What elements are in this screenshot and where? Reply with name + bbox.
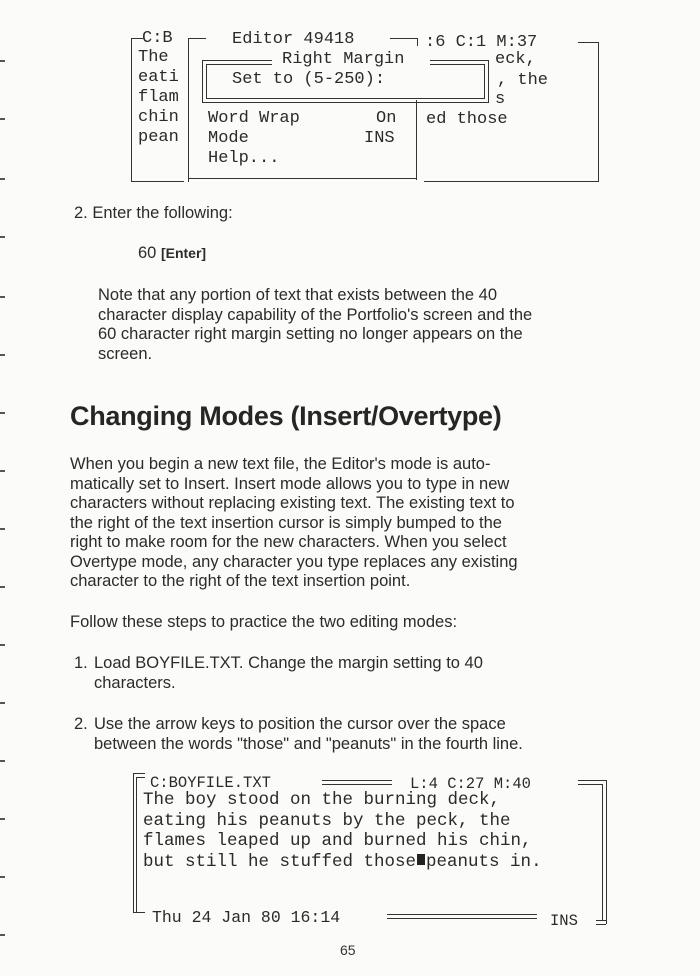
underlying-text-left-3: flam <box>138 88 179 107</box>
step-1 <box>74 654 88 674</box>
step-1-number: 1. <box>74 654 88 672</box>
section-heading: Changing Modes (Insert/Overtype) <box>70 401 502 431</box>
menu-item-word-wrap[interactable]: Word Wrap <box>208 109 300 128</box>
step-text: Enter the following: <box>92 204 233 222</box>
editor-text-area[interactable] <box>143 790 542 872</box>
page-number: 65 <box>340 942 356 958</box>
step-2 <box>74 715 88 735</box>
text-line: eating his peanuts by the peck, the <box>143 810 511 831</box>
step-2-text: Use the arrow keys to position the cursor over the space between the words "those" and "peanuts" in the fourth line. <box>94 715 523 753</box>
intro-paragraph: When you begin a new text file, the Editor's mode is auto- matically set to Insert. Insert mode allows you to type in new characters without replacing existing text. The existing text to the right of the text insertion cursor is simply bumped to the right to make room for the new characters. When you select Overtype mode, any character you type replaces any existing character to the right of the text insertion point. <box>70 455 518 590</box>
margin-prompt[interactable]: Set to (5-250): <box>232 70 386 89</box>
cursor-status: L:4 C:27 M:40 <box>410 775 531 793</box>
menu-item-mode[interactable]: Mode <box>208 129 249 148</box>
editor-window-title: Editor 49418 <box>232 30 355 49</box>
step-1-text: Load BOYFILE.TXT. Change the margin setting to 40 characters. <box>94 654 483 692</box>
dialog-title: Right Margin <box>282 50 405 69</box>
text-cursor <box>417 854 425 865</box>
step-number: 2. <box>74 204 88 222</box>
text-line: flames leaped up and burned his chin, <box>143 831 532 851</box>
menu-item-help[interactable]: Help... <box>208 149 280 168</box>
menu-value-mode: INS <box>364 129 395 148</box>
underlying-text-left-0: C:B <box>142 29 173 48</box>
input-value: 60 <box>138 244 157 262</box>
enter-input-line <box>138 244 206 264</box>
enter-key: [Enter] <box>160 245 207 261</box>
note-paragraph: Note that any portion of text that exists between the 40 character display capability of the Portfolio's screen and the 60 character right margin setting no longer appears on the screen. <box>98 286 533 363</box>
underlying-text-right-4: ed those <box>426 110 508 129</box>
underlying-text-right-2: , the <box>497 71 549 90</box>
follow-steps-text: Follow these steps to practice the two editing modes: <box>70 613 458 631</box>
file-name: C:BOYFILE.TXT <box>150 774 271 792</box>
step-enter <box>74 204 233 224</box>
status-readout: :6 C:1 M:37 <box>425 33 538 52</box>
underlying-text-left-5: pean <box>138 128 179 147</box>
underlying-text-left-4: chin <box>138 108 179 127</box>
underlying-text-left-2: eati <box>138 68 179 87</box>
underlying-text-right-3: s <box>495 90 506 109</box>
underlying-text-right-1: eck, <box>495 50 536 69</box>
mode-indicator: INS <box>550 912 578 930</box>
underlying-text-left-1: The <box>138 48 169 67</box>
date-time: Thu 24 Jan 80 16:14 <box>152 908 341 927</box>
menu-value-word-wrap: On <box>376 109 397 128</box>
text-line: but still he stuffed those peanuts in. <box>143 851 542 872</box>
step-2-number: 2. <box>74 715 88 733</box>
text-line: The boy stood on the burning deck, <box>143 790 501 810</box>
